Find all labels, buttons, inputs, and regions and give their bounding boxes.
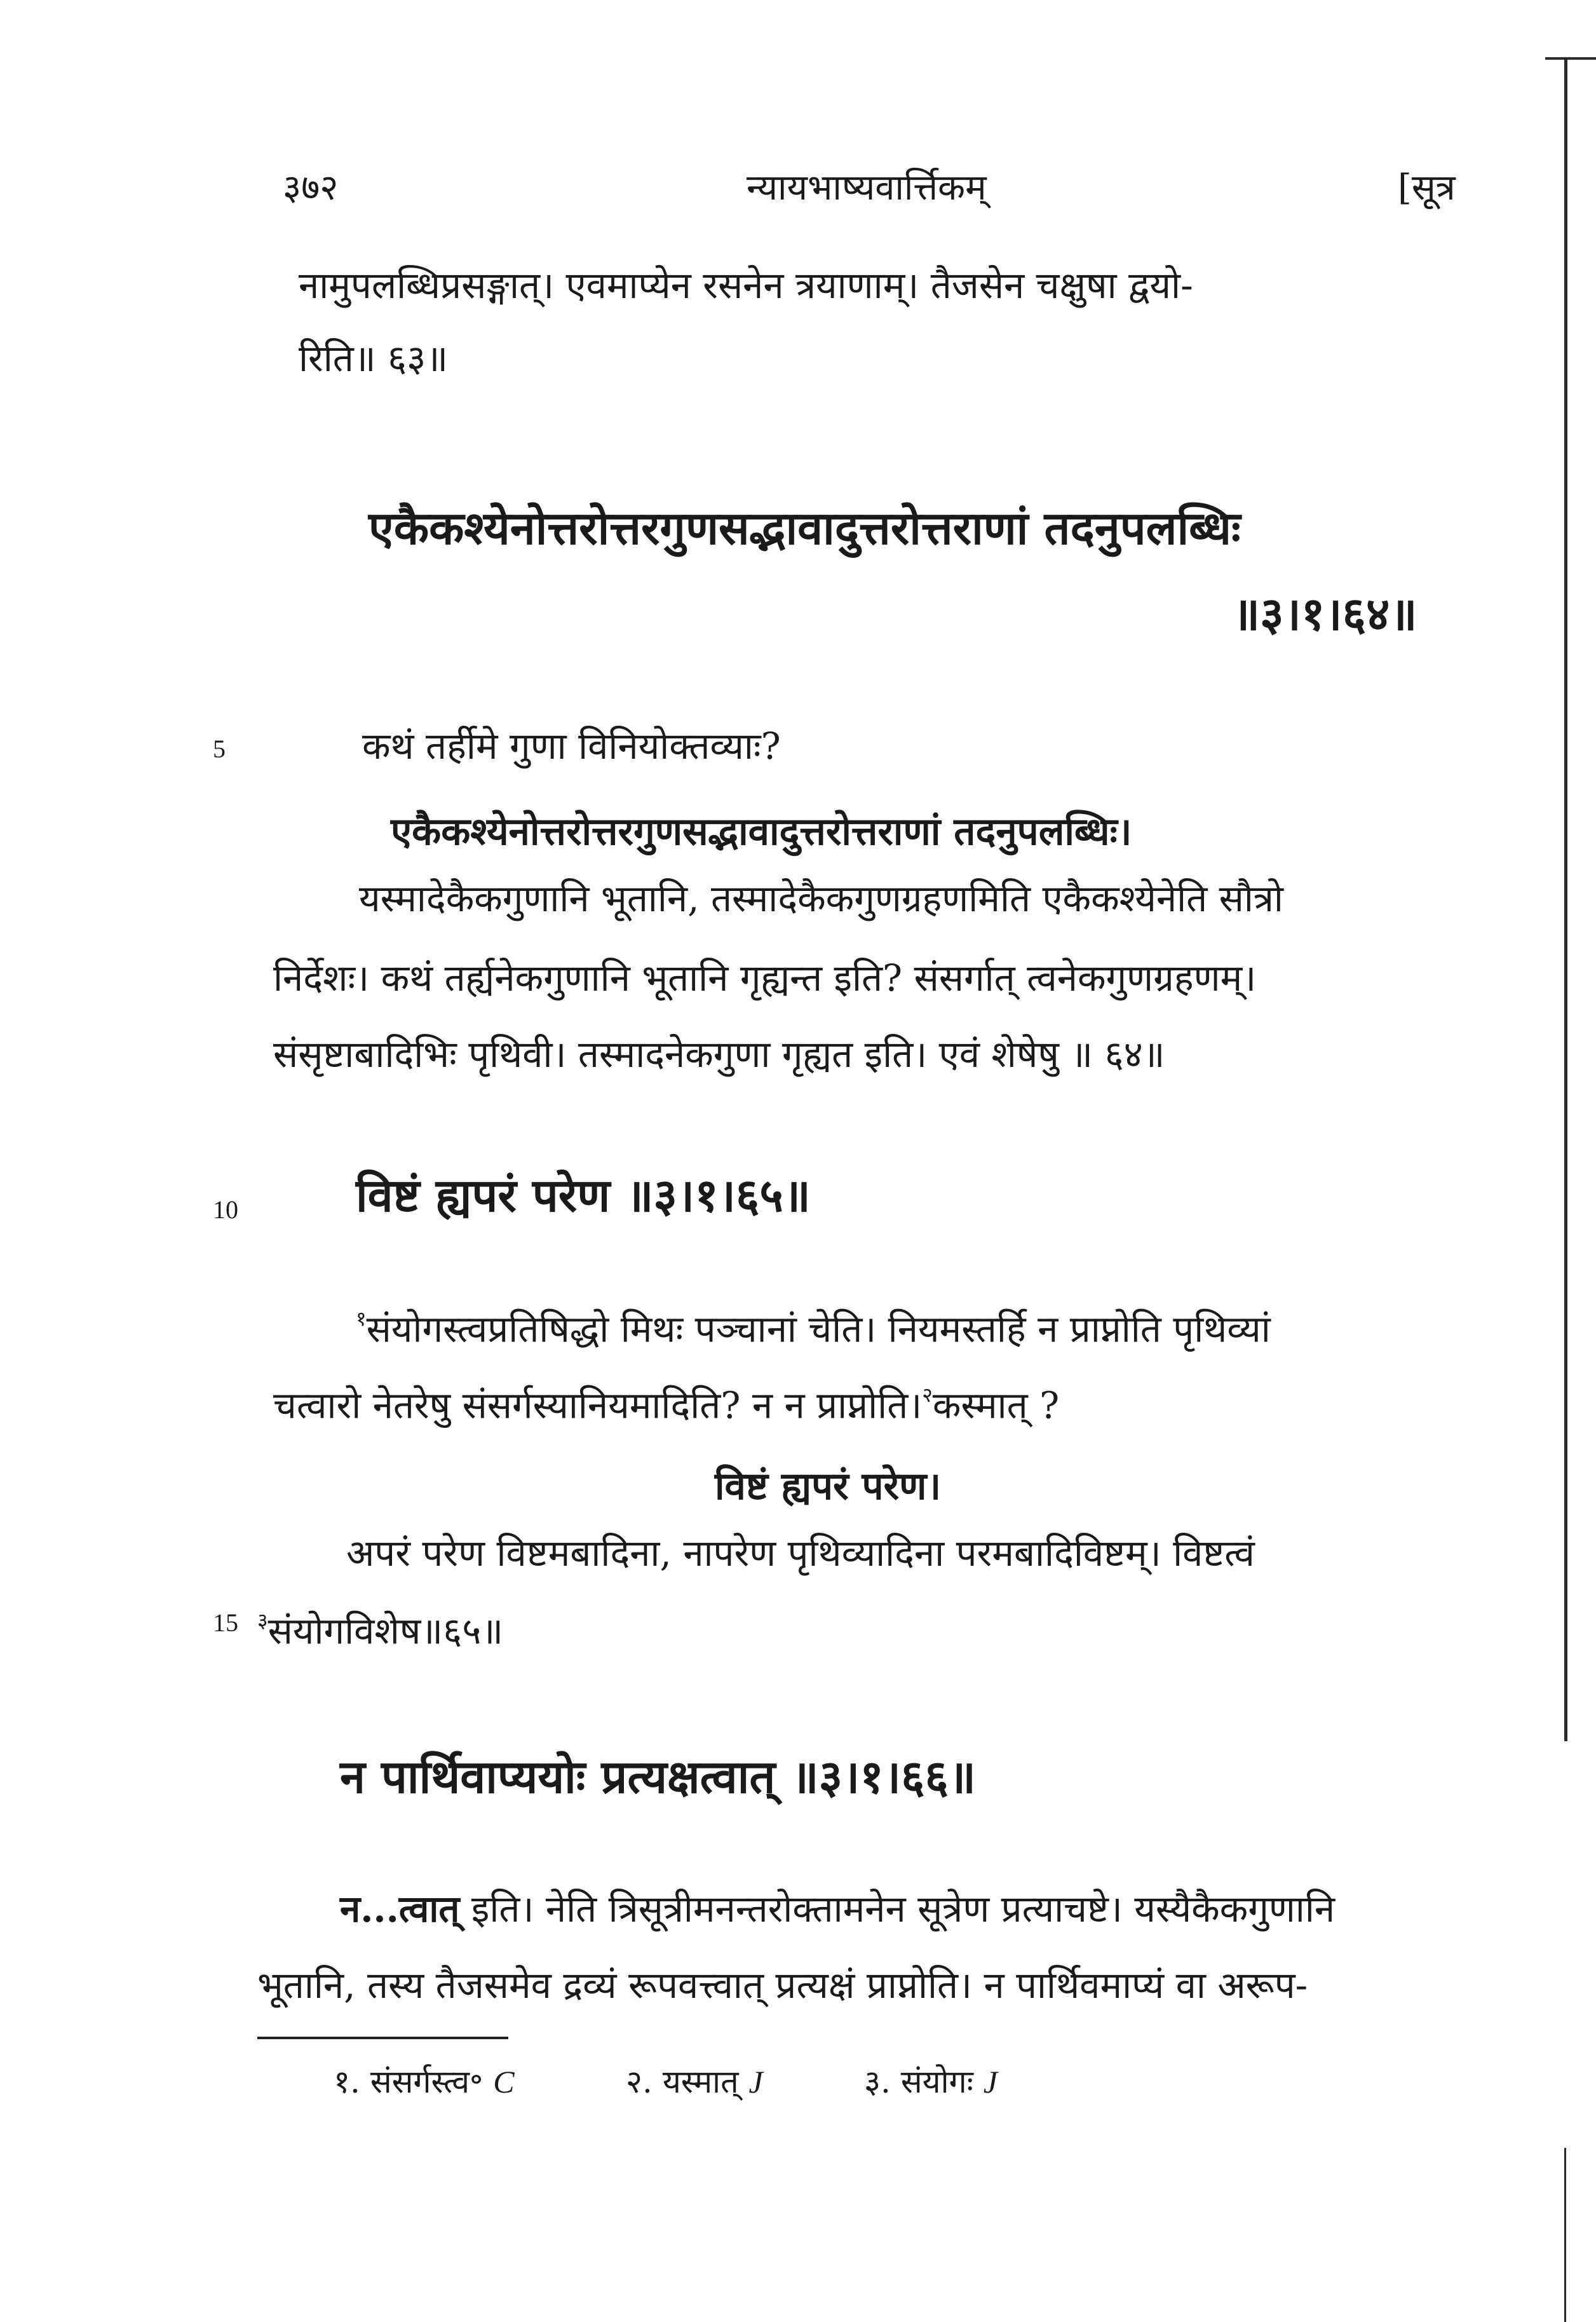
footnote: १. संसर्गस्त्व॰ C <box>334 2063 515 2100</box>
text-line: नामुपलब्धिप्रसङ्गात्। एवमाप्येन रसनेन त्रयाणाम्। तैजसेन चक्षुषा द्वयो- <box>299 264 1193 307</box>
text-line: न...त्वात् इति। नेति त्रिसूत्रीमनन्तरोक्तामनेन सूत्रेण प्रत्याचष्टे। यस्यैकैकगुणानि <box>340 1887 1336 1931</box>
sutra-repeat: विष्टं ह्यपरं परेण। <box>715 1464 942 1509</box>
page-edge <box>1564 2148 1566 2322</box>
text-line: $^३$संयोगविशेष॥६५॥ <box>257 1608 504 1653</box>
text-line: यस्मादेकैकगुणानि भूतानि, तस्मादेकैकगुणग्रहणमिति एकैकश्येनेति सौत्रो <box>359 877 1283 920</box>
text-line: रिति॥ ६३॥ <box>299 337 449 380</box>
page-edge <box>1545 57 1596 60</box>
text-line: अपरं परेण विष्टमबादिना, नापरेण पृथिव्यादिना परमबादिविष्टम्। विष्टत्वं <box>346 1531 1255 1575</box>
sutra-repeat: एकैकश्येनोत्तरोत्तरगुणसद्भावादुत्तरोत्तराणां तदनुपलब्धिः। <box>391 810 1132 854</box>
text-line: भूतानि, तस्य तैजसमेव द्रव्यं रूपवत्त्वात् प्रत्यक्षं प्राप्नोति। न पार्थिवमाप्यं वा अरूप- <box>257 1964 1308 2007</box>
footnote-ref: ३ <box>257 1608 268 1633</box>
text-line: कथं तर्हीमे गुणा विनियोक्तव्याः? <box>362 724 781 768</box>
line-number: 5 <box>213 735 226 763</box>
footnote: ३. संयोगः J <box>864 2063 998 2100</box>
page-number: ३७२ <box>283 167 339 208</box>
line-number: 15 <box>213 1608 238 1637</box>
section-marker: [सूत्र <box>1398 167 1456 208</box>
sutra-number: ॥३।१।६४॥ <box>1233 587 1417 641</box>
footnote: २. यस्मात् J <box>626 2063 763 2100</box>
footnote-rule <box>257 2037 508 2039</box>
sutra-heading: एकैकश्येनोत्तरोत्तरगुणसद्भावादुत्तरोत्तराणां तदनुपलब्धिः <box>369 501 1241 555</box>
text-line: निर्देशः। कथं तर्ह्यनेकगुणानि भूतानि गृह्यन्त इति? संसर्गात् त्वनेकगुणग्रहणम्। <box>273 956 1257 1000</box>
footnote-ref: २ <box>922 1383 933 1407</box>
sutra-heading: विष्टं ह्यपरं परेण ॥३।१।६५॥ <box>356 1168 811 1222</box>
page-edge <box>1564 57 1567 1741</box>
text-line: चत्वारो नेतरेषु संसर्गस्यानियमादिति? न न प्राप्नोति।$^२$कस्मात् ? <box>273 1383 1060 1427</box>
line-number: 10 <box>213 1195 238 1224</box>
running-title: न्यायभाष्यवार्त्तिकम् <box>747 167 987 208</box>
text-line: $^१$संयोगस्त्वप्रतिषिद्धो मिथः पञ्चानां चेति। नियमस्तर्हि न प्राप्नोति पृथिव्यां <box>356 1307 1271 1351</box>
text-line: संसृष्टाबादिभिः पृथिवी। तस्मादनेकगुणा गृह्यत इति। एवं शेषेषु ॥ ६४॥ <box>273 1033 1165 1076</box>
footnote-ref: १ <box>356 1307 367 1331</box>
sutra-heading: न पार्थिवाप्ययोः प्रत्यक्षत्वात् ॥३।१।६६॥ <box>340 1749 977 1803</box>
lemma: न...त्वात् <box>340 1887 460 1931</box>
